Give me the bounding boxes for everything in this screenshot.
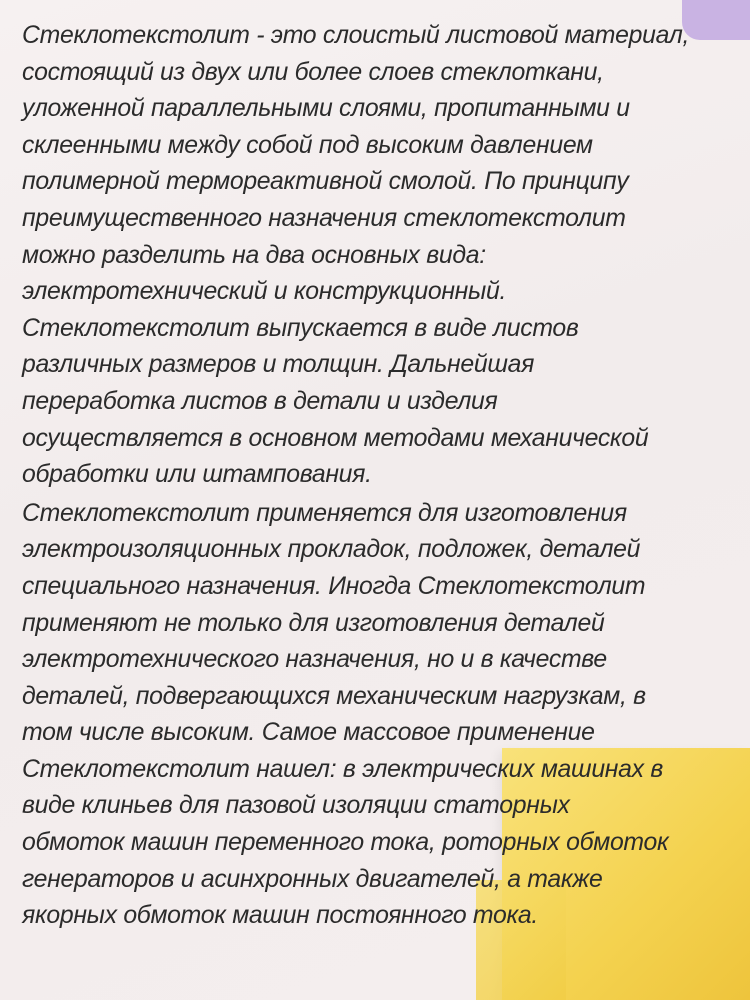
text-line: преимущественного назначения стеклотекстолит	[22, 204, 626, 232]
text-line: состоящий из двух или более слоев стеклоткани,	[22, 58, 604, 86]
text-line: виде клиньев для пазовой изоляции статорных	[22, 792, 570, 820]
text-line: якорных обмоток машин постоянного тока.	[22, 902, 538, 930]
text-line: том числе высоким. Самое массовое применение	[22, 719, 595, 747]
text-line: осуществляется в основном методами механической	[22, 424, 649, 452]
text-line: Стеклотекстолит выпускается в виде листов	[22, 314, 579, 342]
text-line: деталей, подвергающихся механическим нагрузкам, в	[22, 682, 646, 710]
text-line: различных размеров и толщин. Дальнейшая	[22, 351, 535, 379]
paragraph-applications	[22, 496, 730, 935]
paragraph-definition	[22, 18, 730, 494]
text-line: переработка листов в детали и изделия	[22, 387, 498, 415]
text-line: склеенными между собой под высоким давлением	[22, 131, 593, 159]
text-line: электротехнический и конструкционный.	[22, 278, 507, 306]
text-line: специального назначения. Иногда Стеклотекстолит	[22, 572, 646, 600]
document-body	[22, 18, 730, 935]
text-line: можно разделить на два основных вида:	[22, 241, 486, 269]
text-line: обработки или штампования.	[22, 461, 372, 489]
text-line: генераторов и асинхронных двигателей, а также	[22, 865, 603, 893]
text-line: полимерной термореактивной смолой. По принципу	[22, 168, 629, 196]
text-line: уложенной параллельными слоями, пропитанными и	[22, 95, 630, 123]
text-line: электроизоляционных прокладок, подложек, деталей	[22, 536, 641, 564]
text-line: Стеклотекстолит нашел: в электрических машинах в	[22, 755, 663, 783]
text-line: Стеклотекстолит - это слоистый листовой материал,	[22, 22, 690, 49]
text-line: применяют не только для изготовления деталей	[22, 609, 605, 637]
text-line: Стеклотекстолит применяется для изготовления	[22, 499, 627, 527]
text-line: обмоток машин переменного тока, роторных обмоток	[22, 829, 669, 857]
text-line: электротехнического назначения, но и в качестве	[22, 646, 607, 674]
